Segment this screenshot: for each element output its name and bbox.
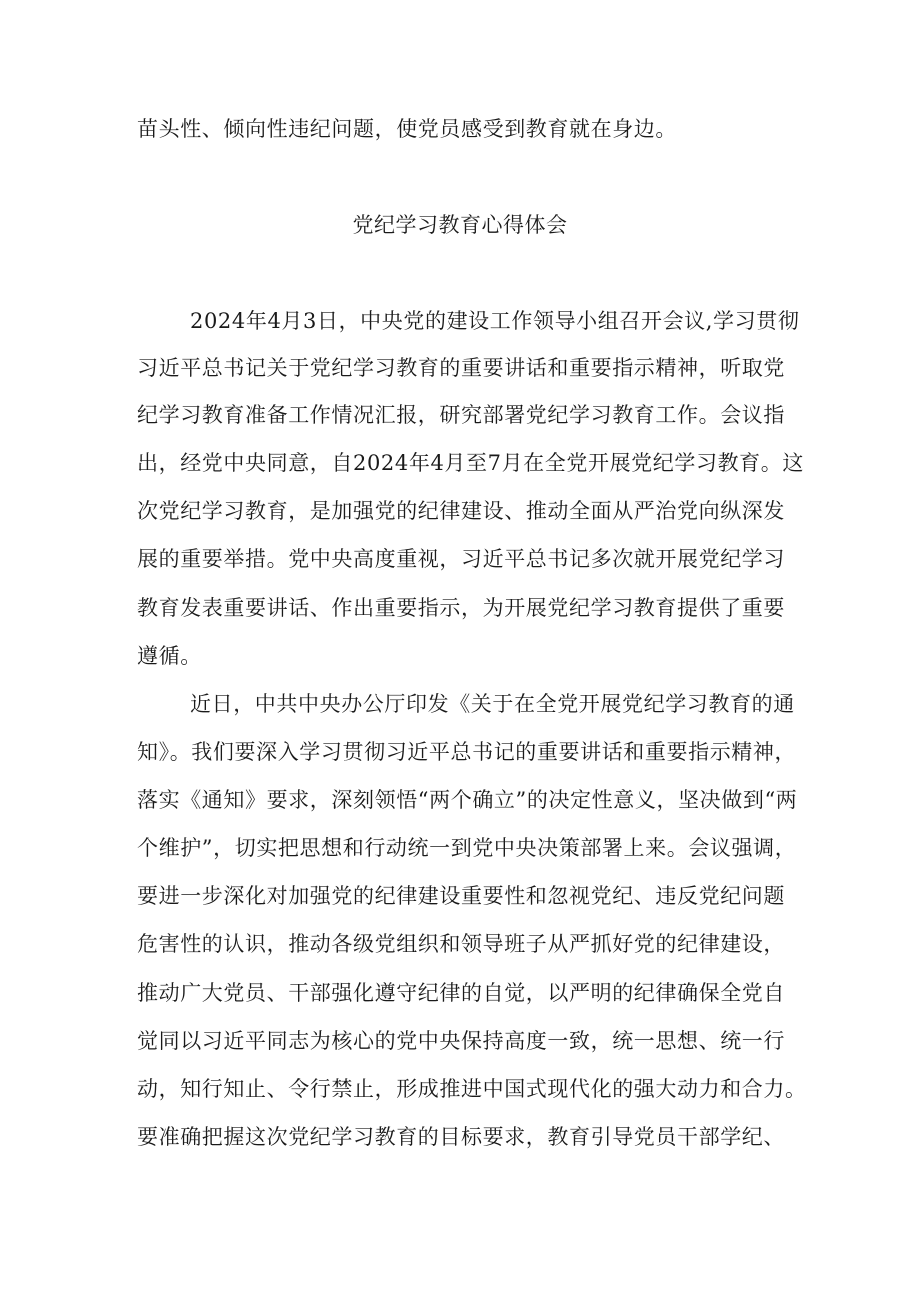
paragraph-line: 2024年4月3日，中央党的建设工作领导小组召开会议,学习贯彻: [190, 309, 800, 333]
paragraph-line: 落实《通知》要求，深刻领悟“两个确立”的决定性意义，坚决做到“两: [137, 788, 798, 812]
paragraph-line: 近日，中共中央办公厅印发《关于在全党开展党纪学习教育的通: [190, 692, 795, 716]
paragraph-line: 要进一步深化对加强党的纪律建设重要性和忽视党纪、违反党纪问题: [137, 884, 785, 908]
paragraph-line: 觉同以习近平同志为核心的党中央保持高度一致，统一思想、统一行: [137, 1029, 785, 1053]
paragraph-line: 知》。我们要深入学习贯彻习近平总书记的重要讲话和重要指示精神，: [137, 740, 797, 764]
paragraph-line: 出，经党中央同意，自2024年4月至7月在全党开展党纪学习教育。这: [137, 451, 804, 475]
top-fragment-line: 苗头性、倾向性违纪问题，使党员感受到教育就在身边。: [137, 117, 677, 141]
paragraph-line: 习近平总书记关于党纪学习教育的重要讲话和重要指示精神，听取党: [137, 356, 785, 380]
paragraph-line: 纪学习教育准备工作情况汇报，研究部署党纪学习教育工作。会议指: [137, 403, 785, 427]
paragraph-line: 展的重要举措。党中央高度重视，习近平总书记多次就开展党纪学习: [137, 547, 785, 571]
paragraph-line: 要准确把握这次党纪学习教育的目标要求，教育引导党员干部学纪、: [137, 1125, 785, 1149]
paragraph-line: 危害性的认识，推动各级党组织和领导班子从严抓好党的纪律建设，: [137, 932, 785, 956]
paragraph-line: 教育发表重要讲话、作出重要指示，为开展党纪学习教育提供了重要: [137, 596, 785, 620]
page-title: 党纪学习教育心得体会: [352, 213, 568, 237]
paragraph-line: 次党纪学习教育，是加强党的纪律建设、推动全面从严治党向纵深发: [137, 499, 785, 523]
paragraph-line: 遵循。: [137, 644, 202, 668]
paragraph-line: 推动广大党员、干部强化遵守纪律的自觉，以严明的纪律确保全党自: [137, 981, 785, 1005]
paragraph-line: 动，知行知止、令行禁止，形成推进中国式现代化的强大动力和合力。: [137, 1077, 807, 1101]
paragraph-line: 个维护”，切实把思想和行动统一到党中央决策部署上来。会议强调，: [137, 836, 797, 860]
